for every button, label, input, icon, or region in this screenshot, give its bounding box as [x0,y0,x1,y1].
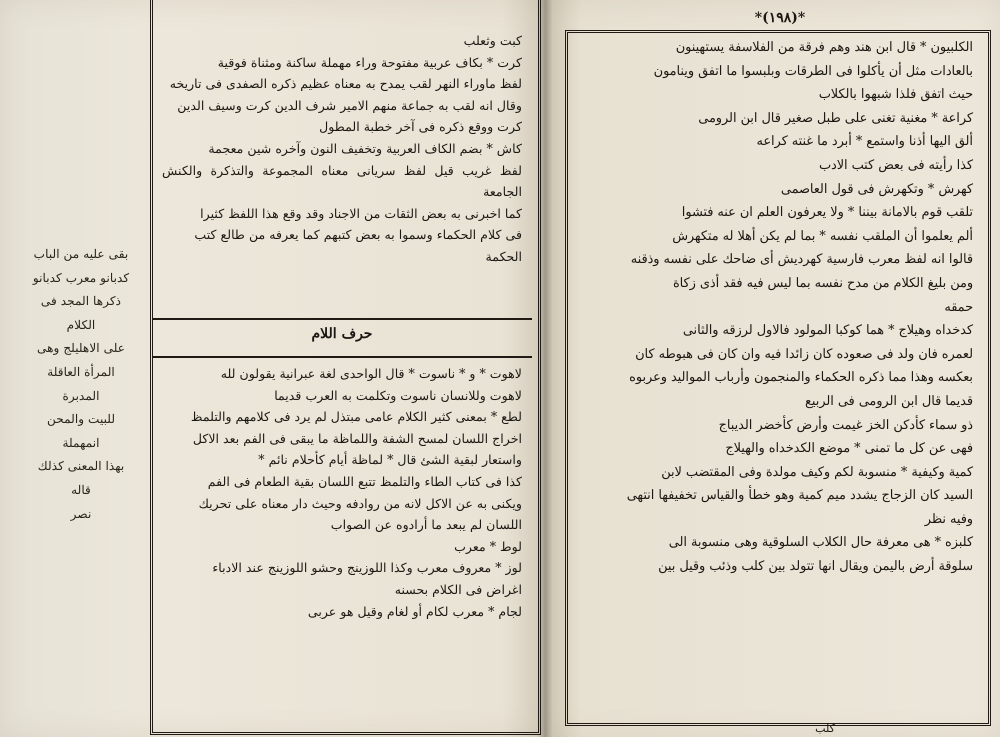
page-number: *(١٩٨)* [754,10,806,26]
text-line: كاش * بضم الكاف العربية وتخفيف النون وآخره شين معجمة [208,140,522,156]
text-line: لجام * معرب لكام أو لغام وقيل هو عربى [307,603,522,619]
text-line: السيد كان الزجاج يشدد ميم كمية وهو خطأ والقياس تخفيفها انتهى [626,488,973,504]
text-line: حمقه [944,299,973,315]
text-line: الكلبيون * قال ابن هند وهم فرقة من الفلاسفة يستهينون [675,40,973,55]
text-line: كرت * بكاف عربية مفتوحة وراء مهملة ساكنة ومثناة فوقية [217,54,522,70]
section-title: حرف اللام [311,326,373,342]
catchword: كلب [815,722,835,735]
text-line: بعكسه وهذا مما ذكره الحكماء والمنجمون وأرباب المواليد وعربوه [629,370,973,386]
text-line: ألم يعلموا أن الملقب نفسه * بما لم يكن أهلا له متكهرش [672,228,973,244]
text-line: لطع * بمعنى كثير الكلام عامى مبتذل لم يرد فى كلامهم والتلمظ [190,409,522,425]
text-line: الحكمة [485,248,522,264]
margin-note-line: بهذا المعنى كذلك قاله [37,459,125,497]
text-line: كبت وثعلب [463,33,522,48]
book-gutter [538,0,552,737]
text-line: لوز * معروف معرب وكذا اللوزينج وحشو اللوزينج عند الادباء [212,560,522,576]
text-line: وقال انه لقب به جماعة منهم الامير شرف الدين كرت وسيف الدين [177,97,522,113]
left-upper-text [162,30,522,268]
text-line: كلبزه * هى معرفة حال الكلاب السلوقية وهى منسوبة الى [668,535,973,551]
margin-note-line: بقى عليه من الباب [33,247,129,261]
margin-note-line: نصر [70,506,92,521]
margin-note-line: كدبانو معرب كدبانو [32,270,130,285]
text-line: وفيه نظر [924,511,973,527]
text-line: قديما قال ابن الرومى فى الربيع [805,393,973,409]
text-line: كدخداه وهيلاج * هما كوكبا المولود فالاول لرزقه والثانى [682,323,973,339]
text-line: كمية وكيفية * منسوبة لكم وكيف مولدة وفى المقتضب لابن [661,464,973,480]
margin-note [28,243,134,526]
text-line: بالعادات مثل أن يأكلوا فى الطرقات وبلبسوا ما اتفق وينامون [653,63,973,79]
text-line: كهرش * وتكهرش فى قول العاصمى [780,181,973,197]
text-line: فهى عن كل ما تمنى * موضع الكدخداه والهيلاج [725,441,973,457]
text-line: ألق اليها أذنا واستمع * أبرد ما غنته كراعه [756,134,973,150]
text-line: اللسان لم يبعد ما أرادوه عن الصواب [330,517,522,533]
text-line: حيث اتفق فلذا شبهوا بالكلاب [818,87,973,103]
text-line: كذا فى كتاب الطاء والتلمظ تتبع اللسان بقية الطعام فى الفم [207,473,522,489]
text-line: ويكنى به عن الاكل لانه من روادفه وحيث دار معناه على تحريك [198,495,522,511]
text-line: اخراج اللسان لمسح الشفة واللماظة ما يبقى فى الفم بعد الاكل [192,430,522,446]
text-line: اغراض فى الكلام بحسنه [394,581,522,597]
text-line: كراعة * مغنية تغنى على طبل صغير قال ابن الرومى [698,110,973,126]
text-line: لوط * معرب [454,538,522,554]
text-line: كما اخبرنى به بعض الثقات من الاجناد وقد وقع هذا اللفظ كثيرا [200,205,522,221]
section-divider-bottom [152,356,532,358]
margin-note-line: المرأة العاقلة المدبرة [47,364,115,403]
left-lower-text [162,363,522,622]
text-line: تلقب قوم بالامانة بيننا * ولا يعرفون العلم ان عنه فتشوا [681,205,973,221]
text-line: ومن بليغ الكلام من مدح نفسه بما ليس فيه فقد أذى زكاة [672,275,973,291]
margin-note-line: للبيت والمحن انمهملة [46,412,116,450]
text-line: ذو سماء كأدكن الخز غيمت وأرض كأخضر الديباج [718,417,973,433]
text-line: قالوا انه لفظ معرب فارسية كهرديش أى ضاحك على نفسه وذقنه [630,252,973,268]
text-line: لفظ غريب قيل لفظ سريانى معناه المجموعة والتذكرة والكنش الجامعة [162,162,522,200]
text-line: لفظ ماوراء النهر لقب يمدح به معناه عظيم ذكره الصفدى فى تاريخه [169,76,522,92]
text-line: لعمره فان ولد فى صعوده كان زائدا فيه وان كان فى هبوطه كان [635,346,973,362]
text-line: واستعار لبقية الشئ قال * لماظة أيام كأحلام نائم * [258,452,522,468]
text-line: سلوقة أرض باليمن ويقال انها تتولد بين كلب وذئب وقيل بين [658,559,973,575]
section-divider-top [152,318,532,320]
right-page [545,0,1000,737]
text-line: كذا رأيته فى بعض كتب الادب [818,157,973,173]
text-line: لاهوت * و * ناسوت * قال الواحدى لغة عبرانية يقولون لله [220,366,522,381]
text-line: فى كلام الحكماء وسموا به بعض كتبهم كما يعرفه من طالع كتب [194,227,522,243]
margin-note-line: على الاهليلج وهى [36,341,126,356]
text-line: لاهوت وللانسان ناسوت وتكلمت به العرب قديما [274,387,522,403]
text-line: كرت ووقع ذكره فى آخر خطبة المطول [319,119,522,135]
right-text [577,36,973,579]
margin-note-line: ذكرها المجد فى الكلام [40,294,122,332]
